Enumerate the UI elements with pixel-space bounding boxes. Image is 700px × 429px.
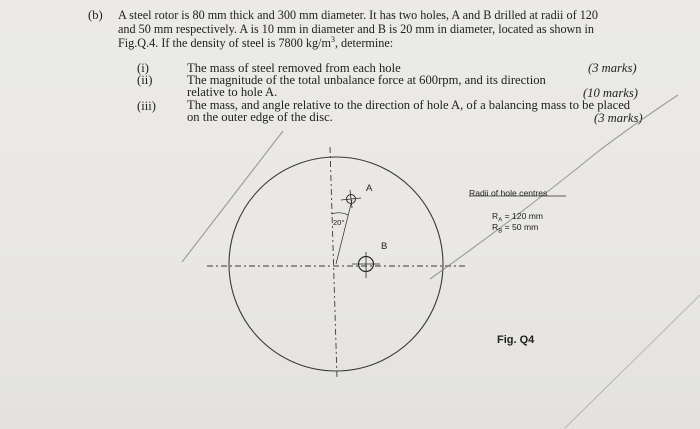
label-hole-b: B	[381, 241, 388, 252]
intro-line-1: A steel rotor is 80 mm thick and 300 mm diameter. It has two holes, A and B drilled at radii of 120	[118, 8, 598, 22]
item-ii-marks: (10 marks)	[583, 86, 638, 100]
radius-a-letter: R	[492, 211, 499, 221]
radius-b-sub: B	[498, 228, 503, 235]
hole-a-radial-line	[336, 200, 352, 264]
item-ii-label: (ii)	[137, 73, 153, 87]
item-ii-text-1: The magnitude of the total unbalance force at 600rpm, and its direction	[187, 73, 546, 87]
scribble-line-right	[430, 95, 678, 279]
part-label: (b)	[88, 8, 103, 22]
intro-line-3-suffix: , determine:	[334, 36, 394, 50]
radius-b-letter: R	[492, 222, 499, 232]
angle-arc	[331, 213, 348, 215]
intro-line-3-sup: 3	[330, 34, 335, 44]
scribble-line-bottom-right	[565, 295, 700, 428]
radius-b-row	[492, 217, 539, 239]
label-hole-a: A	[366, 183, 373, 194]
item-iii-text-2: on the outer edge of the disc.	[187, 110, 333, 124]
item-i-label: (i)	[137, 61, 149, 75]
item-iii-label: (iii)	[137, 99, 156, 113]
intro-line-2: and 50 mm respectively. A is 10 mm in diameter and B is 20 mm in diameter, located as shown in	[118, 22, 594, 36]
radii-heading: Radii of hole centres	[469, 188, 548, 198]
item-iii-marks: (3 marks)	[594, 111, 643, 125]
vertical-centre-line	[330, 147, 337, 378]
item-i-marks: (3 marks)	[588, 61, 637, 75]
item-ii-text-2: relative to hole A.	[187, 85, 278, 99]
intro-line-3-prefix: Fig.Q.4. If the density of steel is 7800 kg/m	[118, 36, 331, 50]
figure-caption: Fig. Q4	[497, 334, 535, 346]
scribble-line-left	[182, 131, 283, 262]
item-i-text: The mass of steel removed from each hole	[187, 61, 401, 75]
item-iii-text-1: The mass, and angle relative to the direction of hole A, of a balancing mass to be placed	[187, 98, 631, 112]
radius-a-sub: A	[498, 217, 503, 224]
angle-label: 20°	[333, 218, 345, 227]
radius-b-value: = 50 mm	[504, 222, 539, 232]
radius-a-value: = 120 mm	[504, 211, 544, 221]
